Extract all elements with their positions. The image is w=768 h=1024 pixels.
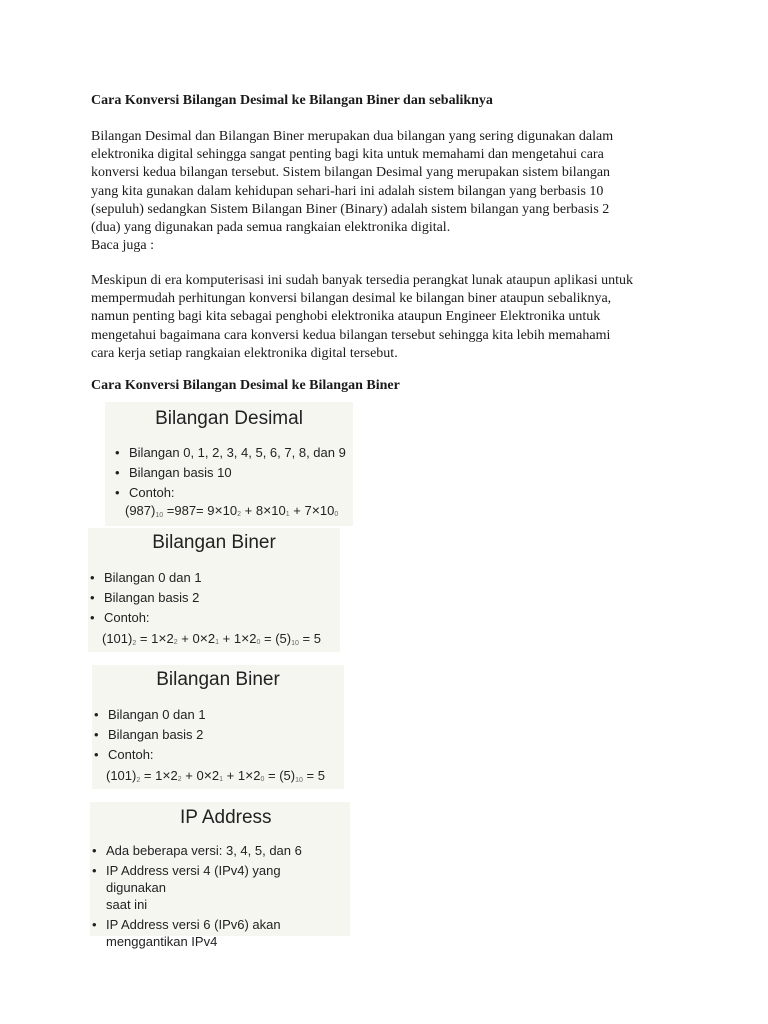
list-item: • Bilangan basis 2 — [94, 726, 206, 743]
paragraph-line: (dua) yang digunakan pada semua rangkaian elektronika digital. — [91, 220, 451, 236]
list-item: • Bilangan 0 dan 1 — [94, 706, 206, 723]
bullet-list — [115, 444, 346, 504]
document-title: Cara Konversi Bilangan Desimal ke Bilangan Biner dan sebaliknya — [91, 93, 493, 108]
slide-title: Bilangan Biner — [152, 532, 276, 553]
slide-title: IP Address — [180, 807, 272, 828]
example-formula: $(987)_{10} =987= 9\times 10^2 + 8\times 10^1 + 7\times 10^0$ — [125, 502, 339, 519]
multiply-icon: × — [263, 502, 272, 518]
multiply-icon: × — [214, 502, 223, 518]
list-item: • Contoh: — [90, 609, 202, 626]
list-item: • Bilangan basis 10 — [115, 464, 346, 481]
list-item: • Bilangan 0 dan 1 — [90, 569, 202, 586]
slide-title: Bilangan Biner — [156, 669, 280, 690]
slide-bilangan-desimal — [105, 402, 353, 526]
slide-ip-address — [90, 802, 350, 949]
bullet-list — [90, 569, 202, 629]
paragraph-line: cara kerja setiap rangkaian elektronika digital tersebut. — [91, 345, 398, 361]
second-paragraph — [91, 272, 691, 363]
list-item: • IP Address versi 6 (IPv6) akan — [92, 916, 342, 933]
list-item-continuation: saat ini — [106, 897, 148, 912]
paragraph-line: mempermudah perhitungan konversi bilangan desimal ke bilangan biner ataupun sebaliknya, — [91, 291, 612, 307]
slide-bilangan-biner — [88, 528, 340, 652]
list-item: • Bilangan 0, 1, 2, 3, 4, 5, 6, 7, 8, dan 9 — [115, 444, 346, 461]
list-item: • Bilangan basis 2 — [90, 589, 202, 606]
bullet-list — [92, 842, 342, 953]
paragraph-line: (sepuluh) sedangkan Sistem Bilangan Biner (Binary) adalah sistem bilangan yang berbasis 2 — [91, 201, 610, 217]
multiply-icon: × — [311, 502, 320, 518]
multiply-icon: × — [199, 630, 208, 646]
multiply-icon: × — [245, 767, 254, 783]
example-formula: $(101)_2 = 1\times 2^2 + 0\times 2^1 + 1\times 2^0 = (5)_{10} = 5$ — [106, 767, 325, 784]
list-item: • Contoh: — [115, 484, 346, 501]
paragraph-line: Bilangan Desimal dan Bilangan Biner merupakan dua bilangan yang sering digunakan dalam — [91, 129, 614, 144]
paragraph-line: mengetahui bagaimana cara konversi kedua bilangan tersebut sehingga kita lebih memahami — [91, 327, 611, 343]
paragraph-line: elektronika digital sehingga sangat penting bagi kita untuk memahami dan mengetahui cara — [91, 147, 604, 163]
multiply-icon: × — [162, 767, 171, 783]
list-item: • Contoh: — [94, 746, 206, 763]
paragraph-line: Meskipun di era komputerisasi ini sudah banyak tersedia perangkat lunak ataupun aplikasi untuk — [91, 273, 633, 288]
bullet-list — [94, 706, 206, 766]
paragraph-line: konversi kedua bilangan tersebut. Sistem bilangan Desimal yang merupakan sistem bilangan — [91, 165, 611, 181]
paragraph-line: namun penting bagi kita sebagai penghobi elektronika ataupun Engineer Elektronika untuk — [91, 309, 601, 325]
list-item: • IP Address versi 4 (IPv4) yang digunakan — [92, 862, 342, 896]
intro-paragraph — [91, 128, 691, 255]
multiply-icon: × — [203, 767, 212, 783]
slide-bilangan-biner-repeat — [92, 665, 344, 789]
paragraph-line: yang kita gunakan dalam kehidupan sehari-hari ini adalah sistem bilangan yang berbasis 10 — [91, 183, 604, 199]
multiply-icon: × — [241, 630, 250, 646]
section-title: Cara Konversi Bilangan Desimal ke Bilangan Biner — [91, 378, 400, 393]
multiply-icon: × — [158, 630, 167, 646]
list-item-continuation: menggantikan IPv4 — [106, 934, 218, 949]
baca-juga-label: Baca juga : — [91, 238, 154, 254]
slide-title: Bilangan Desimal — [155, 408, 303, 429]
example-formula: $(101)_2 = 1\times 2^2 + 0\times 2^1 + 1\times 2^0 = (5)_{10} = 5$ — [102, 630, 321, 647]
list-item: • Ada beberapa versi: 3, 4, 5, dan 6 — [92, 842, 342, 859]
